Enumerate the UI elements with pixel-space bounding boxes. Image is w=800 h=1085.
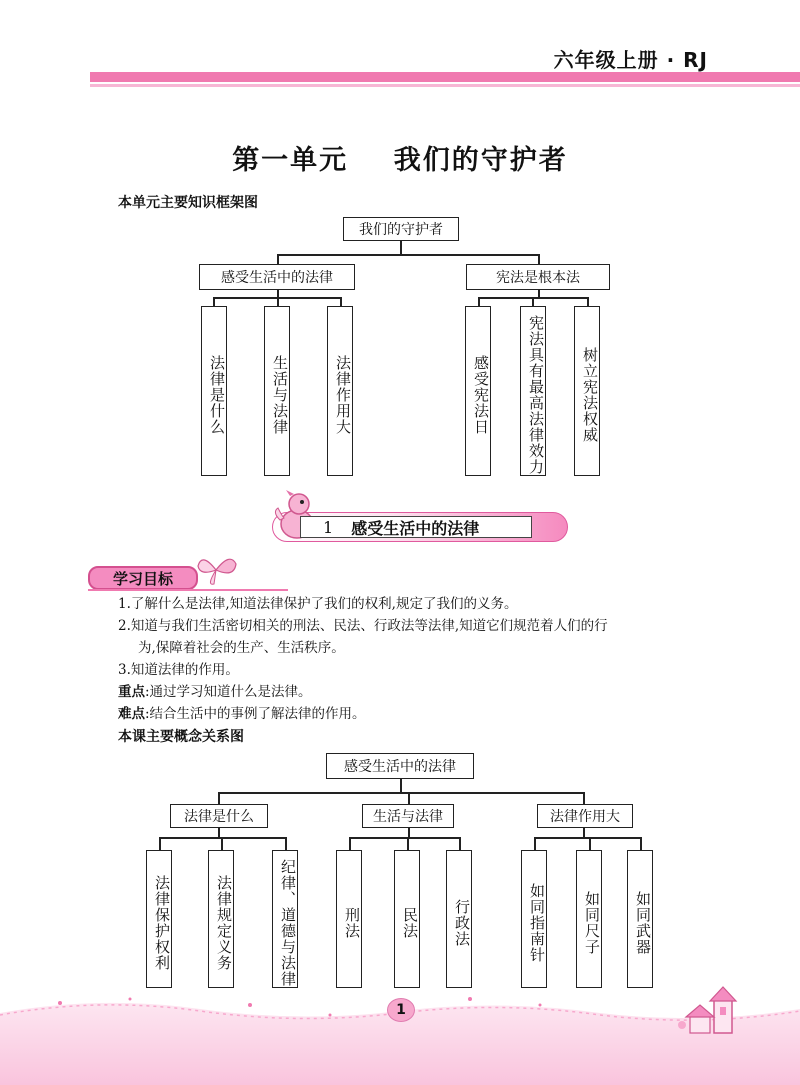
objective-item: 1.了解什么是法律,知道法律保护了我们的权利,规定了我们的义务。 bbox=[118, 596, 518, 612]
lesson-title: 感受生活中的法律 bbox=[351, 518, 480, 538]
framework-branch-1: 感受生活中的法律 bbox=[199, 264, 355, 290]
concept-leaf: 民法 bbox=[394, 850, 420, 988]
concept-branch-1: 法律是什么 bbox=[170, 804, 268, 828]
unit-title: 第一单元 我们的守护者 bbox=[232, 145, 568, 176]
concept-leaf: 法律规定义务 bbox=[208, 850, 234, 988]
key-point bbox=[118, 681, 312, 703]
difficult-text: :结合生活中的事例了解法律的作用。 bbox=[145, 706, 366, 722]
concept-leaf: 如同指南针 bbox=[521, 850, 547, 988]
lesson-number: 1 bbox=[323, 517, 334, 537]
framework-leaf: 感受宪法日 bbox=[465, 306, 491, 476]
framework-root: 我们的守护者 bbox=[343, 217, 459, 241]
key-label: 重点 bbox=[118, 684, 145, 700]
framework-leaf: 法律作用大 bbox=[327, 306, 353, 476]
key-text: :通过学习知道什么是法律。 bbox=[145, 684, 312, 700]
concept-root: 感受生活中的法律 bbox=[326, 753, 474, 779]
difficult-label: 难点 bbox=[118, 706, 145, 722]
header-band-thin bbox=[90, 84, 800, 87]
framework-leaf: 树立宪法权威 bbox=[574, 306, 600, 476]
objective-item: 3.知道法律的作用。 bbox=[118, 662, 239, 678]
concept-branch-2: 生活与法律 bbox=[362, 804, 454, 828]
concept-leaf: 纪律、道德与法律 bbox=[272, 850, 298, 988]
framework-leaf: 宪法具有最高法律效力 bbox=[520, 306, 546, 476]
framework-leaf: 法律是什么 bbox=[201, 306, 227, 476]
concept-leaf: 刑法 bbox=[336, 850, 362, 988]
concept-leaf: 行政法 bbox=[446, 850, 472, 988]
concept-label: 本课主要概念关系图 bbox=[118, 729, 244, 745]
lesson-title-box bbox=[300, 516, 532, 538]
page-number: 1 bbox=[387, 998, 415, 1022]
concept-leaf: 法律保护权利 bbox=[146, 850, 172, 988]
objectives-tag: 学习目标 bbox=[88, 566, 198, 590]
tower-house-icon bbox=[676, 985, 746, 1035]
header-band bbox=[90, 72, 800, 82]
concept-leaf: 如同武器 bbox=[627, 850, 653, 988]
difficult-point bbox=[118, 703, 366, 725]
objective-item: 2.知道与我们生活密切相关的刑法、民法、行政法等法律,知道它们规范着人们的行 bbox=[118, 618, 608, 634]
objective-item: 为,保障着社会的生产、生活秩序。 bbox=[138, 640, 345, 656]
framework-label: 本单元主要知识框架图 bbox=[118, 195, 258, 211]
concept-branch-3: 法律作用大 bbox=[537, 804, 633, 828]
concept-leaf: 如同尺子 bbox=[576, 850, 602, 988]
framework-leaf: 生活与法律 bbox=[264, 306, 290, 476]
framework-branch-2: 宪法是根本法 bbox=[466, 264, 610, 290]
butterfly-icon bbox=[196, 552, 238, 588]
grade-label: 六年级上册 · RJ bbox=[553, 48, 708, 72]
